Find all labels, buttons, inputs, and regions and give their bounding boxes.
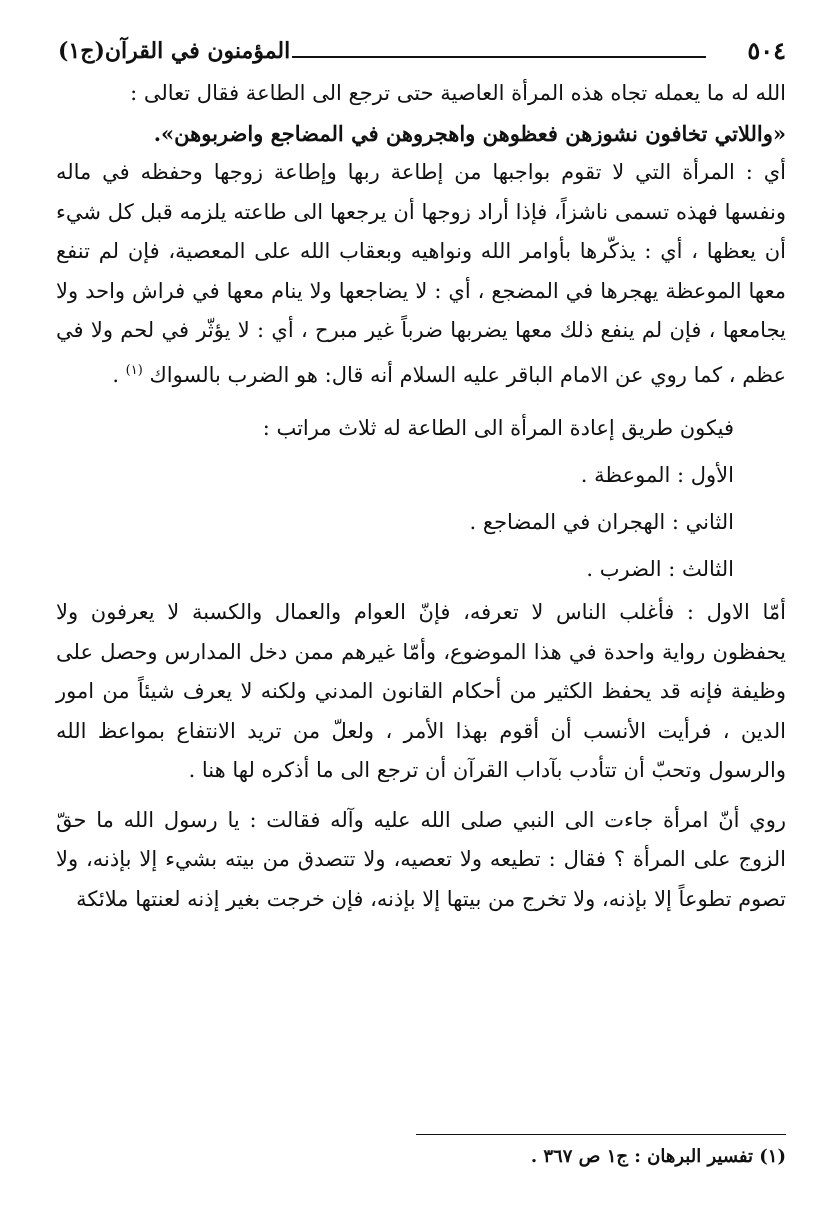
stage-item-2: الثاني : الهجران في المضاجع . — [469, 510, 734, 534]
paragraph-explanation-end: . — [112, 362, 126, 387]
stage-item-3: الثالث : الضرب . — [586, 557, 734, 581]
header-rule — [292, 56, 706, 58]
quran-verse: «واللاتي تخافون نشوزهن فعظوهن واهجروهن في المضاجع واضربوهن». — [153, 120, 786, 146]
running-title: المؤمنون في القرآن(ج١) — [58, 38, 291, 64]
spacer — [56, 395, 786, 405]
footnote: (١) تفسير البرهان : ج١ ص ٣٦٧ . — [530, 1146, 786, 1167]
paragraph-first-stage: أمّا الاول : فأغلب الناس لا تعرفه، فإنّ العوام والعمال والكسبة لا يعرفون ولا يحفظون رواية واحدة في هذا الموضوع، وأمّا غيرهم ممن دخل المدارس وحصل على وظيفة فإنه قد يحفظ الكثير من أحكام القانون المدني ولكنه لا يعرف شيئاً من امور الدين ، فرأيت الأنسب أن أقوم بهذا الأمر ، ولعلّ من تريد الانتفاع بمواعظ الله والرسول وتحبّ أن تتأدب بآداب القرآن أن ترجع الى ما أذكره لها هنا . — [56, 600, 786, 782]
spacer — [56, 791, 786, 801]
stage-item-1: الأول : الموعظة . — [580, 463, 734, 487]
footnote-marker: (١) — [125, 362, 143, 378]
body-text — [56, 74, 786, 919]
paragraph-hadith: روي أنّ امرأة جاءت الى النبي صلى الله عليه وآله فقالت : يا رسول الله ما حقّ الزوج على المرأة ؟ فقال : تطيعه ولا تعصيه، ولا تتصدق من بيته بشيء إلا بإذنه، ولا تصوم تطوعاً إلا بإذنه، ولا تخرج من بيتها إلا بإذنه، فإن خرجت بغير إذنه لعنتها ملائكة — [56, 807, 786, 911]
running-head — [56, 30, 786, 74]
page — [56, 30, 786, 1200]
footnote-rule — [416, 1134, 786, 1135]
paragraph-explanation — [56, 153, 786, 395]
stages-intro: فيكون طريق إعادة المرأة الى الطاعة له ثلاث مراتب : — [262, 416, 734, 440]
stages-list — [56, 405, 786, 593]
paragraph-explanation-text: أي : المرأة التي لا تقوم بواجبها من إطاعة ربها وإطاعة زوجها وحفظه في ماله ونفسها فهذه تسمى ناشزاً، فإذا أراد زوجها أن يرجعها الى طاعته يلزمه قبل كل شيء أن يعظها ، أي : يذكّرها بأوامر الله ونواهيه وبعقاب الله على المعصية، فإن لم تنفع معها الموعظة يهجرها في المضجع ، أي : لا يضاجعها ولا ينام معها في فراش واحد ولا يجامعها ، فإن لم ينفع ذلك معها يضربها ضرباً غير مبرح ، أي : لا يؤثّر في لحم ولا في عظم ، كما روي عن الامام الباقر عليه السلام أنه قال: هو الضرب بالسواك — [56, 160, 786, 387]
page-number: ٥٠٤ — [747, 36, 786, 65]
paragraph-intro: الله له ما يعمله تجاه هذه المرأة العاصية حتى ترجع الى الطاعة فقال تعالى : — [130, 81, 786, 105]
